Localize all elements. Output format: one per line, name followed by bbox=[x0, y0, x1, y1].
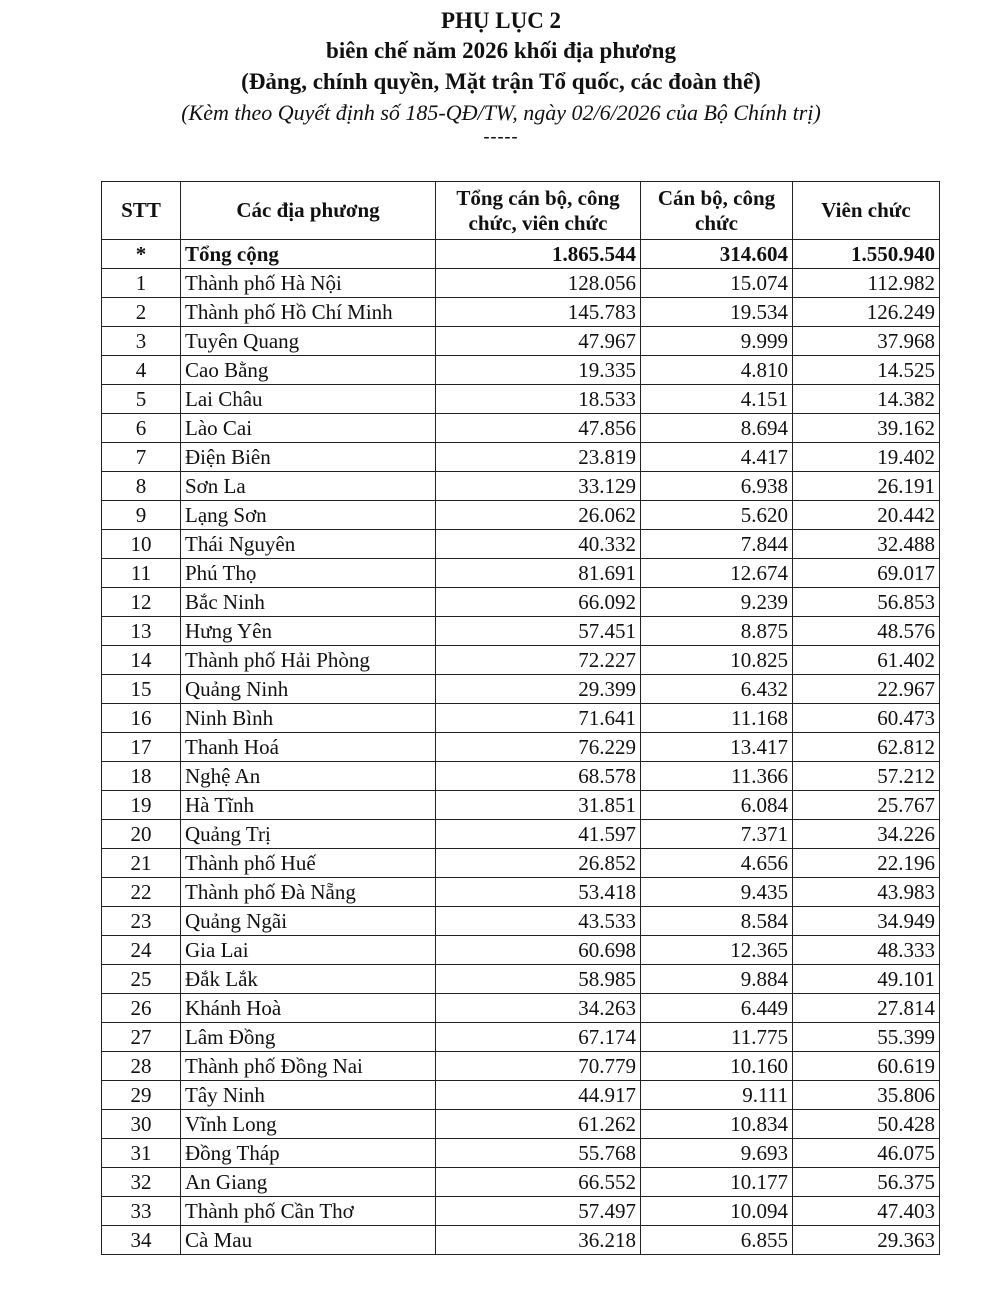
row-officials: 9.693 bbox=[641, 1139, 793, 1168]
row-locality: Khánh Hoà bbox=[181, 994, 436, 1023]
col-header-total-staff: Tổng cán bộ, công chức, viên chức bbox=[436, 182, 641, 240]
row-total-staff: 68.578 bbox=[436, 762, 641, 791]
row-total-staff: 26.062 bbox=[436, 501, 641, 530]
row-public-employees: 35.806 bbox=[793, 1081, 940, 1110]
row-total-staff: 66.092 bbox=[436, 588, 641, 617]
table-row bbox=[102, 501, 940, 530]
row-officials: 4.151 bbox=[641, 385, 793, 414]
table-row bbox=[102, 791, 940, 820]
row-public-employees: 26.191 bbox=[793, 472, 940, 501]
row-public-employees: 29.363 bbox=[793, 1226, 940, 1255]
row-public-employees: 60.619 bbox=[793, 1052, 940, 1081]
row-locality: Thành phố Cần Thơ bbox=[181, 1197, 436, 1226]
row-public-employees: 55.399 bbox=[793, 1023, 940, 1052]
row-public-employees: 56.375 bbox=[793, 1168, 940, 1197]
row-public-employees: 46.075 bbox=[793, 1139, 940, 1168]
row-total-staff: 57.451 bbox=[436, 617, 641, 646]
row-stt: 1 bbox=[102, 269, 181, 298]
row-public-employees: 43.983 bbox=[793, 878, 940, 907]
row-total-staff: 81.691 bbox=[436, 559, 641, 588]
row-total-staff: 53.418 bbox=[436, 878, 641, 907]
row-officials: 6.938 bbox=[641, 472, 793, 501]
table-row bbox=[102, 762, 940, 791]
row-locality: Thành phố Hà Nội bbox=[181, 269, 436, 298]
row-stt: 8 bbox=[102, 472, 181, 501]
row-public-employees: 50.428 bbox=[793, 1110, 940, 1139]
row-officials: 7.371 bbox=[641, 820, 793, 849]
row-locality: Hưng Yên bbox=[181, 617, 436, 646]
row-locality: Cao Bằng bbox=[181, 356, 436, 385]
row-locality: Bắc Ninh bbox=[181, 588, 436, 617]
appendix-title: PHỤ LỤC 2 bbox=[440, 8, 562, 33]
table-row bbox=[102, 559, 940, 588]
row-stt: 20 bbox=[102, 820, 181, 849]
table-body bbox=[102, 240, 940, 1255]
row-total-staff: 18.533 bbox=[436, 385, 641, 414]
row-stt: 29 bbox=[102, 1081, 181, 1110]
row-officials: 7.844 bbox=[641, 530, 793, 559]
row-stt: 30 bbox=[102, 1110, 181, 1139]
row-officials: 10.177 bbox=[641, 1168, 793, 1197]
row-public-employees: 62.812 bbox=[793, 733, 940, 762]
col-header-locality: Các địa phương bbox=[181, 182, 436, 240]
table-row bbox=[102, 530, 940, 559]
table-row bbox=[102, 414, 940, 443]
row-total-staff: 47.856 bbox=[436, 414, 641, 443]
table-row bbox=[102, 588, 940, 617]
table-row bbox=[102, 878, 940, 907]
row-total-staff: 71.641 bbox=[436, 704, 641, 733]
table-row bbox=[102, 327, 940, 356]
table-row bbox=[102, 849, 940, 878]
row-public-employees: 69.017 bbox=[793, 559, 940, 588]
row-officials: 6.084 bbox=[641, 791, 793, 820]
row-officials: 8.875 bbox=[641, 617, 793, 646]
row-stt: 11 bbox=[102, 559, 181, 588]
row-locality: Điện Biên bbox=[181, 443, 436, 472]
row-total-staff: 66.552 bbox=[436, 1168, 641, 1197]
row-stt: 27 bbox=[102, 1023, 181, 1052]
row-stt: 25 bbox=[102, 965, 181, 994]
row-public-employees: 14.382 bbox=[793, 385, 940, 414]
row-total-staff: 36.218 bbox=[436, 1226, 641, 1255]
row-locality: Cà Mau bbox=[181, 1226, 436, 1255]
row-locality: Lâm Đồng bbox=[181, 1023, 436, 1052]
row-stt: 3 bbox=[102, 327, 181, 356]
row-locality: Thành phố Huế bbox=[181, 849, 436, 878]
row-locality: Quảng Ngãi bbox=[181, 907, 436, 936]
table-row bbox=[102, 704, 940, 733]
row-public-employees: 20.442 bbox=[793, 501, 940, 530]
row-officials: 12.674 bbox=[641, 559, 793, 588]
row-locality: Thành phố Đồng Nai bbox=[181, 1052, 436, 1081]
row-public-employees: 39.162 bbox=[793, 414, 940, 443]
row-total-staff: 19.335 bbox=[436, 356, 641, 385]
table-row bbox=[102, 356, 940, 385]
row-officials: 10.825 bbox=[641, 646, 793, 675]
table-row bbox=[102, 907, 940, 936]
row-locality: Thành phố Đà Nẵng bbox=[181, 878, 436, 907]
table-row bbox=[102, 646, 940, 675]
row-total-staff: 70.779 bbox=[436, 1052, 641, 1081]
row-stt: 12 bbox=[102, 588, 181, 617]
row-public-employees: 112.982 bbox=[793, 269, 940, 298]
row-locality: Thành phố Hải Phòng bbox=[181, 646, 436, 675]
row-total-staff: 58.985 bbox=[436, 965, 641, 994]
row-locality: Đắk Lắk bbox=[181, 965, 436, 994]
row-stt: 16 bbox=[102, 704, 181, 733]
row-total-staff: 41.597 bbox=[436, 820, 641, 849]
row-public-employees: 34.949 bbox=[793, 907, 940, 936]
row-officials: 9.435 bbox=[641, 878, 793, 907]
table-row bbox=[102, 472, 940, 501]
row-stt: 9 bbox=[102, 501, 181, 530]
row-public-employees: 48.576 bbox=[793, 617, 940, 646]
total-officials-value: 314.604 bbox=[641, 240, 793, 269]
row-public-employees: 60.473 bbox=[793, 704, 940, 733]
row-locality: Phú Thọ bbox=[181, 559, 436, 588]
row-stt: 15 bbox=[102, 675, 181, 704]
row-total-staff: 76.229 bbox=[436, 733, 641, 762]
row-total-staff: 23.819 bbox=[436, 443, 641, 472]
row-locality: Tuyên Quang bbox=[181, 327, 436, 356]
table-row bbox=[102, 298, 940, 327]
row-officials: 9.239 bbox=[641, 588, 793, 617]
row-public-employees: 25.767 bbox=[793, 791, 940, 820]
table-row bbox=[102, 617, 940, 646]
row-public-employees: 34.226 bbox=[793, 820, 940, 849]
table-row bbox=[102, 1110, 940, 1139]
row-stt: 24 bbox=[102, 936, 181, 965]
row-public-employees: 22.196 bbox=[793, 849, 940, 878]
row-stt: 4 bbox=[102, 356, 181, 385]
row-stt: 5 bbox=[102, 385, 181, 414]
row-public-employees: 22.967 bbox=[793, 675, 940, 704]
row-locality: Lai Châu bbox=[181, 385, 436, 414]
row-total-staff: 128.056 bbox=[436, 269, 641, 298]
row-officials: 8.584 bbox=[641, 907, 793, 936]
row-officials: 10.160 bbox=[641, 1052, 793, 1081]
row-total-staff: 34.263 bbox=[436, 994, 641, 1023]
row-locality: Sơn La bbox=[181, 472, 436, 501]
row-total-staff: 57.497 bbox=[436, 1197, 641, 1226]
row-total-staff: 61.262 bbox=[436, 1110, 641, 1139]
appendix-reference: (Kèm theo Quyết định số 185-QĐ/TW, ngày 02/6/2026 của Bộ Chính trị) bbox=[181, 100, 821, 125]
row-total-staff: 47.967 bbox=[436, 327, 641, 356]
row-locality: Quảng Trị bbox=[181, 820, 436, 849]
total-public-employees-value: 1.550.940 bbox=[793, 240, 940, 269]
row-officials: 4.656 bbox=[641, 849, 793, 878]
row-stt: 6 bbox=[102, 414, 181, 443]
row-stt: 34 bbox=[102, 1226, 181, 1255]
row-stt: 10 bbox=[102, 530, 181, 559]
row-locality: Nghệ An bbox=[181, 762, 436, 791]
table-row bbox=[102, 820, 940, 849]
row-public-employees: 48.333 bbox=[793, 936, 940, 965]
row-officials: 9.111 bbox=[641, 1081, 793, 1110]
row-officials: 9.884 bbox=[641, 965, 793, 994]
row-public-employees: 56.853 bbox=[793, 588, 940, 617]
row-total-staff: 67.174 bbox=[436, 1023, 641, 1052]
row-stt: 14 bbox=[102, 646, 181, 675]
row-public-employees: 19.402 bbox=[793, 443, 940, 472]
col-header-stt: STT bbox=[102, 182, 181, 240]
row-stt: 23 bbox=[102, 907, 181, 936]
row-officials: 10.094 bbox=[641, 1197, 793, 1226]
row-locality: Ninh Bình bbox=[181, 704, 436, 733]
row-total-staff: 60.698 bbox=[436, 936, 641, 965]
row-public-employees: 47.403 bbox=[793, 1197, 940, 1226]
col-header-officials: Cán bộ, công chức bbox=[641, 182, 793, 240]
row-officials: 4.810 bbox=[641, 356, 793, 385]
row-total-staff: 29.399 bbox=[436, 675, 641, 704]
row-total-staff: 40.332 bbox=[436, 530, 641, 559]
row-locality: Tây Ninh bbox=[181, 1081, 436, 1110]
total-row bbox=[102, 240, 940, 269]
row-locality: Thái Nguyên bbox=[181, 530, 436, 559]
row-locality: Gia Lai bbox=[181, 936, 436, 965]
row-officials: 6.855 bbox=[641, 1226, 793, 1255]
row-public-employees: 37.968 bbox=[793, 327, 940, 356]
row-stt: 33 bbox=[102, 1197, 181, 1226]
row-locality: Hà Tĩnh bbox=[181, 791, 436, 820]
row-officials: 12.365 bbox=[641, 936, 793, 965]
row-public-employees: 61.402 bbox=[793, 646, 940, 675]
row-stt: 26 bbox=[102, 994, 181, 1023]
appendix-subtitle-2: (Đảng, chính quyền, Mặt trận Tổ quốc, các đoàn thể) bbox=[241, 69, 761, 94]
header-separator: ----- bbox=[483, 126, 519, 146]
row-total-staff: 145.783 bbox=[436, 298, 641, 327]
row-stt: 7 bbox=[102, 443, 181, 472]
row-officials: 11.775 bbox=[641, 1023, 793, 1052]
row-stt: 21 bbox=[102, 849, 181, 878]
row-officials: 10.834 bbox=[641, 1110, 793, 1139]
row-stt: 2 bbox=[102, 298, 181, 327]
table-row bbox=[102, 1197, 940, 1226]
row-public-employees: 57.212 bbox=[793, 762, 940, 791]
row-locality: Lạng Sơn bbox=[181, 501, 436, 530]
row-public-employees: 27.814 bbox=[793, 994, 940, 1023]
row-public-employees: 32.488 bbox=[793, 530, 940, 559]
row-public-employees: 49.101 bbox=[793, 965, 940, 994]
table-row bbox=[102, 1052, 940, 1081]
row-total-staff: 43.533 bbox=[436, 907, 641, 936]
row-stt: 32 bbox=[102, 1168, 181, 1197]
row-officials: 11.366 bbox=[641, 762, 793, 791]
row-officials: 6.449 bbox=[641, 994, 793, 1023]
row-total-staff: 44.917 bbox=[436, 1081, 641, 1110]
row-locality: Vĩnh Long bbox=[181, 1110, 436, 1139]
table-header-row bbox=[102, 182, 940, 240]
row-locality: Thành phố Hồ Chí Minh bbox=[181, 298, 436, 327]
row-locality: Lào Cai bbox=[181, 414, 436, 443]
row-locality: Đồng Tháp bbox=[181, 1139, 436, 1168]
total-staff-value: 1.865.544 bbox=[436, 240, 641, 269]
row-officials: 4.417 bbox=[641, 443, 793, 472]
table-row bbox=[102, 936, 940, 965]
row-officials: 5.620 bbox=[641, 501, 793, 530]
table-row bbox=[102, 385, 940, 414]
row-officials: 13.417 bbox=[641, 733, 793, 762]
row-total-staff: 72.227 bbox=[436, 646, 641, 675]
row-stt: 18 bbox=[102, 762, 181, 791]
table-row bbox=[102, 1081, 940, 1110]
row-officials: 6.432 bbox=[641, 675, 793, 704]
row-stt: 28 bbox=[102, 1052, 181, 1081]
row-officials: 19.534 bbox=[641, 298, 793, 327]
col-header-public-employees: Viên chức bbox=[793, 182, 940, 240]
document-header bbox=[0, 6, 1002, 144]
row-officials: 8.694 bbox=[641, 414, 793, 443]
total-stt: * bbox=[102, 240, 181, 269]
table-row bbox=[102, 1226, 940, 1255]
table-row bbox=[102, 994, 940, 1023]
row-stt: 13 bbox=[102, 617, 181, 646]
row-total-staff: 55.768 bbox=[436, 1139, 641, 1168]
staffing-table bbox=[101, 181, 940, 1255]
row-officials: 9.999 bbox=[641, 327, 793, 356]
table-row bbox=[102, 1168, 940, 1197]
row-stt: 22 bbox=[102, 878, 181, 907]
total-label: Tổng cộng bbox=[181, 240, 436, 269]
table-row bbox=[102, 269, 940, 298]
row-total-staff: 26.852 bbox=[436, 849, 641, 878]
row-locality: Thanh Hoá bbox=[181, 733, 436, 762]
table-row bbox=[102, 443, 940, 472]
row-locality: Quảng Ninh bbox=[181, 675, 436, 704]
row-stt: 17 bbox=[102, 733, 181, 762]
appendix-subtitle: biên chế năm 2026 khối địa phương bbox=[326, 38, 676, 63]
row-officials: 15.074 bbox=[641, 269, 793, 298]
table-row bbox=[102, 1023, 940, 1052]
table-row bbox=[102, 1139, 940, 1168]
table-row bbox=[102, 733, 940, 762]
row-total-staff: 31.851 bbox=[436, 791, 641, 820]
row-stt: 19 bbox=[102, 791, 181, 820]
table-row bbox=[102, 675, 940, 704]
row-locality: An Giang bbox=[181, 1168, 436, 1197]
row-public-employees: 14.525 bbox=[793, 356, 940, 385]
row-officials: 11.168 bbox=[641, 704, 793, 733]
row-stt: 31 bbox=[102, 1139, 181, 1168]
row-public-employees: 126.249 bbox=[793, 298, 940, 327]
row-total-staff: 33.129 bbox=[436, 472, 641, 501]
table-row bbox=[102, 965, 940, 994]
